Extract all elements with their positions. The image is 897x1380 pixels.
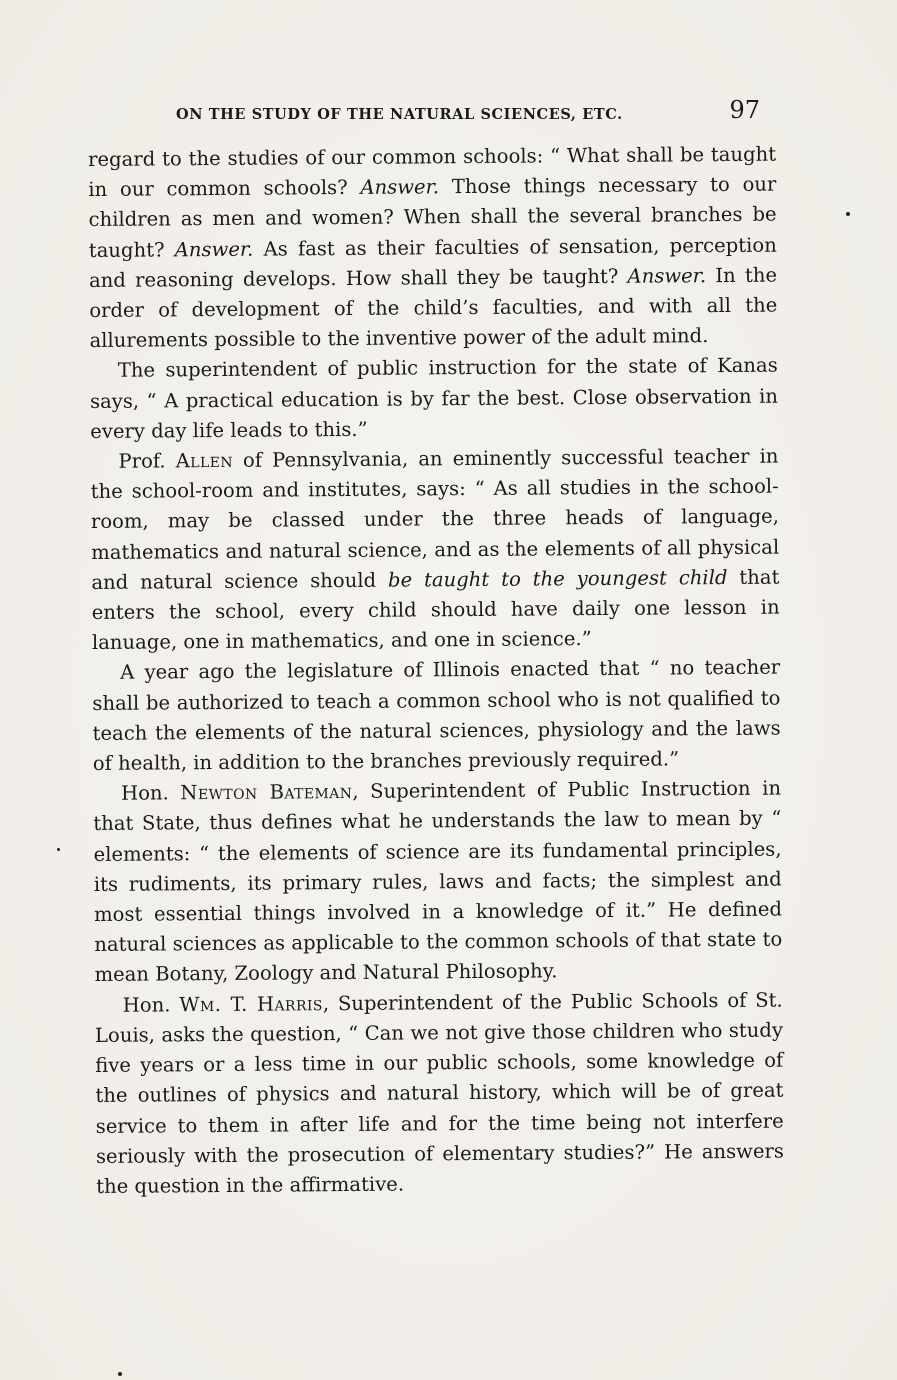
text-segment: Hon. <box>121 781 181 806</box>
answer-emphasis: Answer. <box>174 237 254 261</box>
text-segment: that enters the school, every child should have daily one lesson in lanuage, one in mathematics, and one in science.” <box>91 565 780 655</box>
paragraph-2 <box>90 351 779 447</box>
paragraph-5 <box>93 774 783 991</box>
paragraph-6 <box>95 985 785 1202</box>
paragraph-4 <box>92 653 781 779</box>
text-segment: The superintendent of public instruction for the state of Kanas says, “ A practical education is by far the best. Close observation in every day life leads to this.” <box>89 354 779 443</box>
italic-emphasis: be taught to the youngest child <box>387 565 728 592</box>
text-segment: regard to the studies of our common schools: “ What shall be taught in our common schools? <box>88 142 777 202</box>
person-name-harris: Wm. T. Harris <box>179 991 323 1016</box>
text-segment: As fast as their faculties of sensation, perception and reasoning develops. How shall they be taught? <box>88 233 777 292</box>
answer-emphasis: Answer. <box>627 263 707 288</box>
page-number: 97 <box>729 96 760 124</box>
ink-speck <box>118 1372 122 1376</box>
text-segment: Prof. <box>118 449 176 473</box>
text-segment: of Pennsylvania, an eminently successful teacher in the school-room and institutes, says: “ As all studies in the school-room, may be classed under the three heads of language, mathematics and natural science, and as the elements of all physical and natural science should <box>90 444 780 594</box>
text-segment: Hon. <box>122 992 180 1017</box>
running-title: ON THE STUDY OF THE NATURAL SCIENCES, ETC. <box>176 106 623 123</box>
text-segment: , Superintendent of Public Instruction in that State, thus defines what he understands the law to mean by “ elements: “ the elements of science are its fundamental principles, its rudiments, its primary rules, laws and facts; the simplest and most essential things involved in a knowledge of it.” He defined natural sciences as applicable to the common schools of that state to mean Botany, Zoology and Natural Philosophy. <box>93 776 783 987</box>
ink-speck <box>846 212 850 216</box>
paragraph-3 <box>90 442 780 659</box>
person-name-allen: Allen <box>175 448 234 473</box>
text-segment: Those things necessary to our children as men and women? When shall the several branches be taught? <box>88 172 777 262</box>
running-head <box>88 96 760 132</box>
paragraph-1 <box>88 140 778 357</box>
text-segment: , Superintendent of the Public Schools of St. Louis, asks the question, “ Can we not give those children who study five years or a less time in our public schools, some knowledge of the outlines of physics and natural history, which will be of great service to them in after life and for the time being not interfere seriously with the prosecution of elementary studies?” He answers the question in the affirmative. <box>94 988 785 1198</box>
ink-speck <box>57 848 60 851</box>
text-segment: In the order of development of the child’s faculties, and with all the allurements possible to the inventive power of the adult mind. <box>89 263 778 353</box>
body-text <box>88 140 784 1202</box>
text-segment: A year ago the legislature of Illinois enacted that “ no teacher shall be authorized to teach a common school who is not qualified to teach the elements of the natural sciences, physiology and the laws of health, in addition to the branches previously required.” <box>92 656 781 776</box>
person-name-bateman: Newton Bateman <box>180 780 353 805</box>
answer-emphasis: Answer. <box>360 175 440 200</box>
